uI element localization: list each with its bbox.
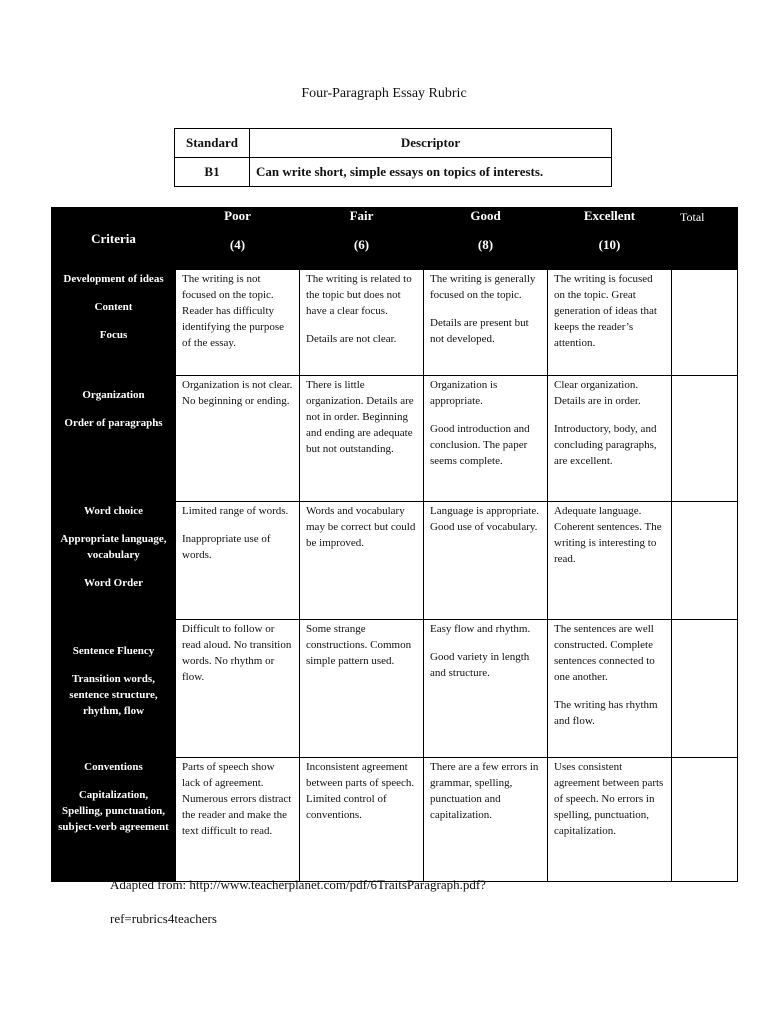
rubric-cell-poor [176,376,300,502]
cell-text: The writing is generally focused on the topic. [430,273,536,301]
level-name: Excellent [583,208,636,223]
rubric-cell-poor [176,758,300,882]
cell-text: Difficult to follow or read aloud. No transition words. No rhythm or flow. [182,623,292,683]
cell-text: Limited range of words. [182,505,289,517]
rubric-cell-good [424,376,548,502]
cell-text: The writing has rhythm and flow. [554,699,658,727]
cell-text: There are a few errors in grammar, spelling, punctuation and capitalization. [430,761,539,821]
rubric-row-word-choice [52,502,738,620]
cell-text: The writing is related to the topic but does not have a clear focus. [306,273,412,317]
total-header: Total [672,208,738,270]
criteria-label: Word Order [84,577,143,589]
criteria-label: Order of paragraphs [64,417,163,429]
criteria-label: Sentence Fluency [72,645,155,657]
rubric-row-sentence-fluency [52,620,738,758]
criteria-label: Conventions [84,761,143,773]
document-title: Four-Paragraph Essay Rubric [301,86,467,101]
level-points: (4) [229,237,246,252]
rubric-cell-excellent [548,270,672,376]
cell-text: The writing is not focused on the topic. Reader has difficulty identifying the purpose of the essay. [182,273,285,349]
criteria-cell [52,502,176,620]
criteria-label: Organization [82,389,145,401]
cell-text: Details are not clear. [306,333,397,345]
cell-text: Organization is appropriate. [430,379,498,407]
rubric-cell-excellent [548,502,672,620]
cell-text: Adequate language. Coherent sentences. The writing is interesting to read. [554,505,662,565]
rubric-cell-excellent [548,758,672,882]
cell-text: Easy flow and rhythm. [430,623,531,635]
rubric-cell-poor [176,502,300,620]
rubric-row-development [52,270,738,376]
criteria-label: Development of ideas [63,273,164,285]
rubric-row-organization [52,376,738,502]
criteria-cell [52,270,176,376]
level-points: (8) [477,237,494,252]
cell-text: There is little organization. Details are not in order. Beginning and ending are adequate but not outstanding. [306,379,414,455]
rubric-row-conventions [52,758,738,882]
criteria-label: Capitalization, Spelling, punctuation, subject-verb agreement [58,789,169,833]
standard-table-header-row [175,129,612,158]
rubric-cell-excellent [548,620,672,758]
cell-text: Words and vocabulary may be correct but could be improved. [306,505,416,549]
rubric-cell-total[interactable] [672,502,738,620]
cell-text: The sentences are well constructed. Complete sentences connected to one another. [554,623,655,683]
rubric-cell-total[interactable] [672,758,738,882]
rubric-table [51,207,738,882]
rubric-cell-good [424,758,548,882]
level-name: Fair [349,208,374,223]
cell-text: Clear organization. Details are in order. [554,379,641,407]
rubric-cell-total[interactable] [672,270,738,376]
cell-text: Details are present but not developed. [430,317,529,345]
rubric-cell-excellent [548,376,672,502]
rubric-cell-total[interactable] [672,376,738,502]
criteria-label: Focus [99,329,128,341]
source-attribution-line1: Adapted from: http://www.teacherplanet.com/pdf/6TraitsParagraph.pdf? [110,877,486,892]
level-name: Poor [224,208,251,223]
descriptor-header: Descriptor [250,129,612,158]
criteria-label: Appropriate language, vocabulary [60,533,167,561]
cell-text: Parts of speech show lack of agreement. Numerous errors distract the reader and make the text difficult to read. [182,761,292,837]
standard-header: Standard [175,129,250,158]
cell-text: Inconsistent agreement between parts of speech. Limited control of conventions. [306,761,415,821]
cell-text: The writing is focused on the topic. Great generation of ideas that keeps the reader’s attention. [554,273,657,349]
level-points: (10) [598,237,621,252]
rubric-cell-good [424,620,548,758]
cell-text: Inappropriate use of words. [182,533,271,561]
criteria-label: Word choice [84,505,143,517]
cell-text: Language is appropriate. Good use of vocabulary. [430,505,540,533]
criteria-cell [52,758,176,882]
criteria-label: Transition words, sentence structure, rhythm, flow [69,673,158,717]
rubric-cell-fair [300,620,424,758]
rubric-header-row [52,208,738,270]
cell-text: Good introduction and conclusion. The paper seems complete. [430,423,530,467]
rubric-cell-fair [300,502,424,620]
level-points: (6) [353,237,370,252]
cell-text: Good variety in length and structure. [430,651,530,679]
rubric-cell-total[interactable] [672,620,738,758]
criteria-cell [52,620,176,758]
rubric-cell-good [424,270,548,376]
criteria-header: Criteria [52,208,176,270]
standard-table-row [175,158,612,187]
rubric-cell-fair [300,376,424,502]
criteria-cell [52,376,176,502]
criteria-label: Content [94,301,133,313]
standard-table [174,128,612,187]
level-header-fair [300,208,424,270]
level-header-excellent [548,208,672,270]
cell-text: Uses consistent agreement between parts of speech. No errors in spelling, punctuation, capitalization. [554,761,664,837]
rubric-cell-poor [176,270,300,376]
rubric-cell-fair [300,270,424,376]
standard-descriptor: Can write short, simple essays on topics of interests. [250,158,612,187]
cell-text: Some strange constructions. Common simple pattern used. [306,623,412,667]
cell-text: Organization is not clear. No beginning or ending. [182,379,293,407]
rubric-cell-poor [176,620,300,758]
level-header-poor [176,208,300,270]
standard-level: B1 [175,158,250,187]
source-attribution-line2: ref=rubrics4teachers [110,911,217,926]
cell-text: Introductory, body, and concluding paragraphs, are excellent. [554,423,657,467]
level-header-good [424,208,548,270]
level-name: Good [470,208,501,223]
rubric-cell-good [424,502,548,620]
rubric-cell-fair [300,758,424,882]
